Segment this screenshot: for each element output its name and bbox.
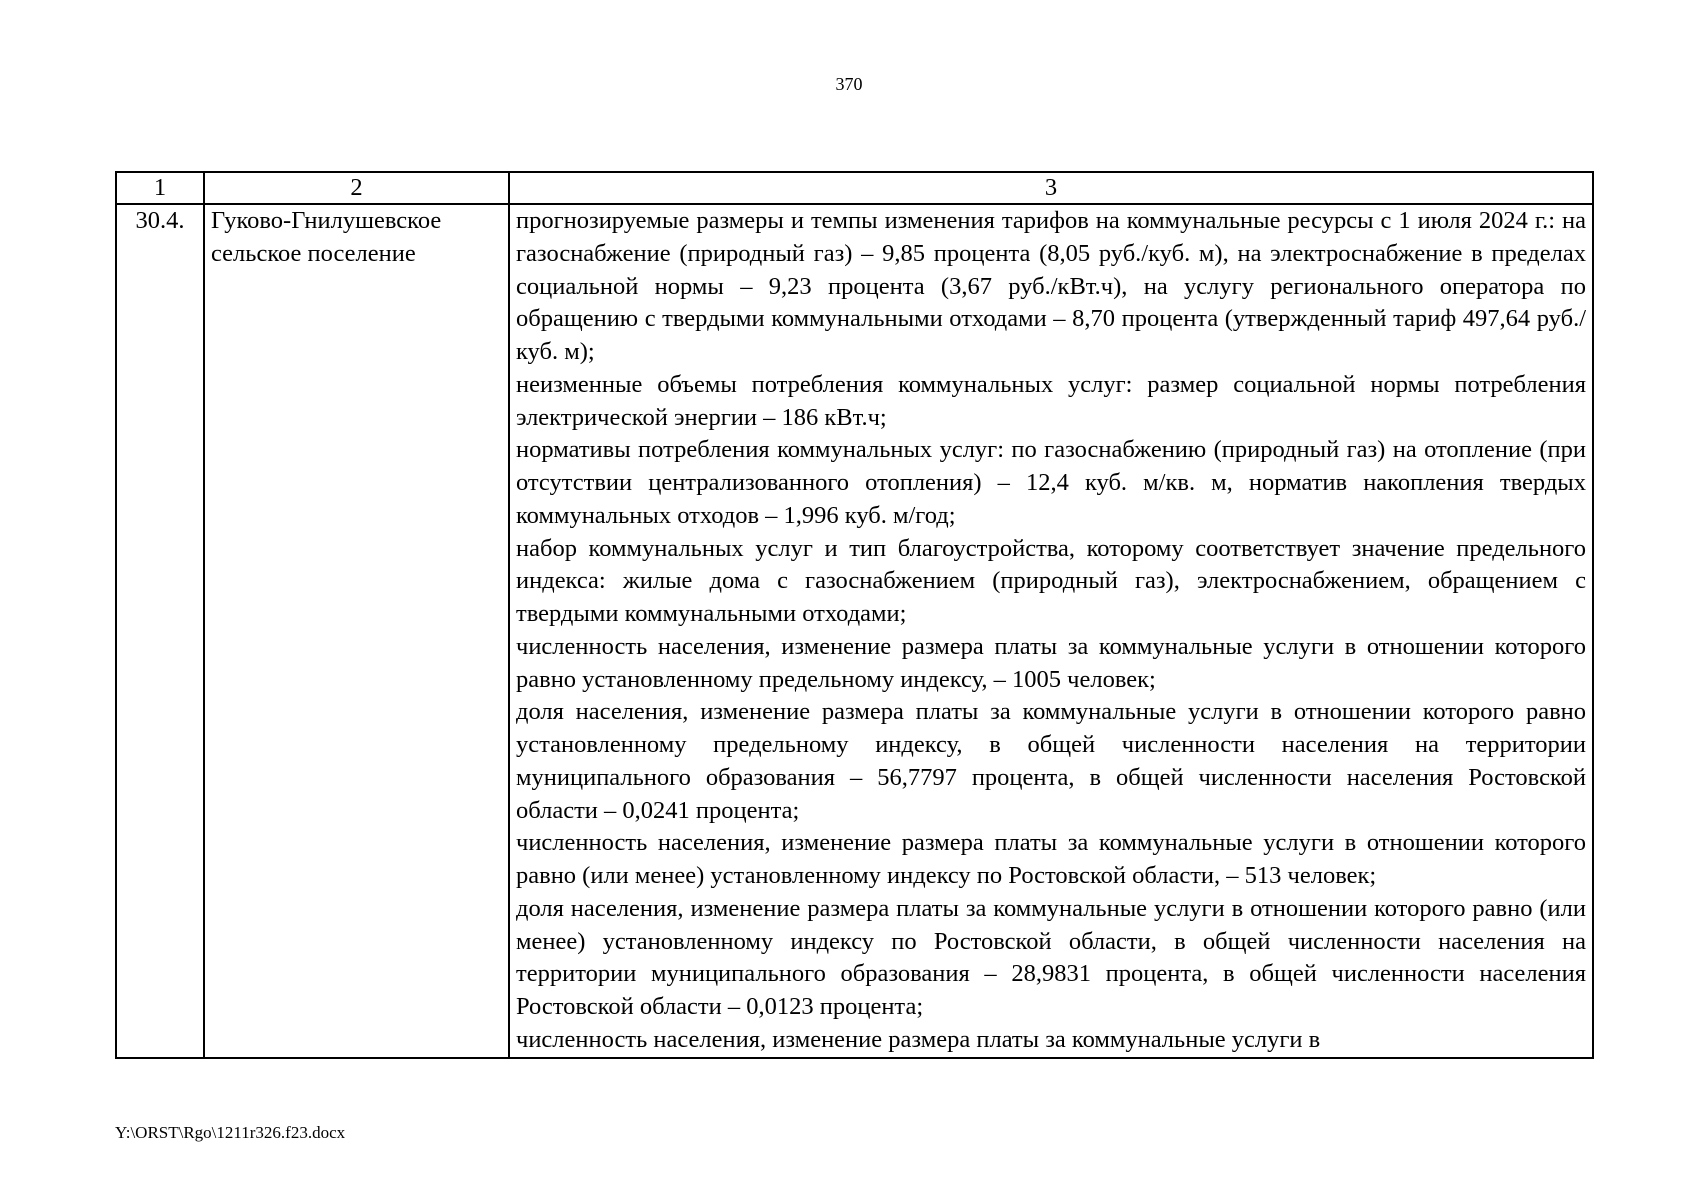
- paragraph-tariff-forecast: прогнозируемые размеры и темпы изменения тарифов на коммунальные ресурсы с 1 июля 2024 г.: на газоснабжение (природный газ) – 9,85 процента (8,05 руб./куб. м), на электроснабжение в пределах социальной нормы – 9,23 процента (3,67 руб./кВт.ч), на услугу регионального оператора по обращению с твердыми коммунальными отходами – 8,70 процента (утвержденный тариф 497,64 руб./куб. м);: [516, 207, 1586, 365]
- paragraph-population-continued: численность населения, изменение размера платы за коммунальные услуги в: [516, 1025, 1321, 1053]
- row-number-cell: 30.4.: [116, 204, 204, 1058]
- column-header-1: 1: [116, 172, 204, 204]
- column-header-2: 2: [204, 172, 509, 204]
- settlement-name-cell: Гуково-Гнилушевское сельское поселение: [204, 204, 509, 1058]
- tariff-table: [115, 171, 1594, 1059]
- paragraph-population-share-regional-index: доля населения, изменение размера платы за коммунальные услуги в отношении которого равно (или менее) установленному индексу по Ростовской области, в общей численности населения на территории муниципального образования – 28,9831 процента, в общей численности населения Ростовской области – 0,0123 процента;: [516, 894, 1586, 1020]
- table-header-row: [116, 172, 1593, 204]
- paragraph-consumption-norms: нормативы потребления коммунальных услуг: по газоснабжению (природный газ) на отопление (при отсутствии централизованного отопления) – 12,4 куб. м/кв. м, норматив накопления твердых коммунальных отходов – 1,996 куб. м/год;: [516, 436, 1586, 529]
- footer-file-path: Y:\ORST\Rgo\1211r326.f23.docx: [115, 1123, 346, 1142]
- paragraph-consumption-volumes: неизменные объемы потребления коммунальных услуг: размер социальной нормы потребления электрической энергии – 186 кВт.ч;: [516, 370, 1586, 431]
- paragraph-population-limit-index: численность населения, изменение размера платы за коммунальные услуги в отношении которого равно установленному предельному индексу, – 1005 человек;: [516, 632, 1586, 693]
- description-cell: [509, 204, 1593, 1058]
- paragraph-population-regional-index: численность населения, изменение размера платы за коммунальные услуги в отношении которого равно (или менее) установленному индексу по Ростовской области, – 513 человек;: [516, 829, 1586, 889]
- paragraph-population-share-limit-index: доля населения, изменение размера платы за коммунальные услуги в отношении которого равно установленному предельному индексу, в общей численности населения на территории муниципального образования – 56,7797 процента, в общей численности населения Ростовской области – 0,0241 процента;: [516, 698, 1586, 824]
- paragraph-service-set: набор коммунальных услуг и тип благоустройства, которому соответствует значение предельного индекса: жилые дома с газоснабжением (природный газ), электроснабжением, обращением с твердыми коммунальными отходами;: [516, 534, 1586, 627]
- page-number: 370: [835, 74, 863, 94]
- column-header-3: 3: [509, 172, 1593, 204]
- table-row: [116, 204, 1593, 1058]
